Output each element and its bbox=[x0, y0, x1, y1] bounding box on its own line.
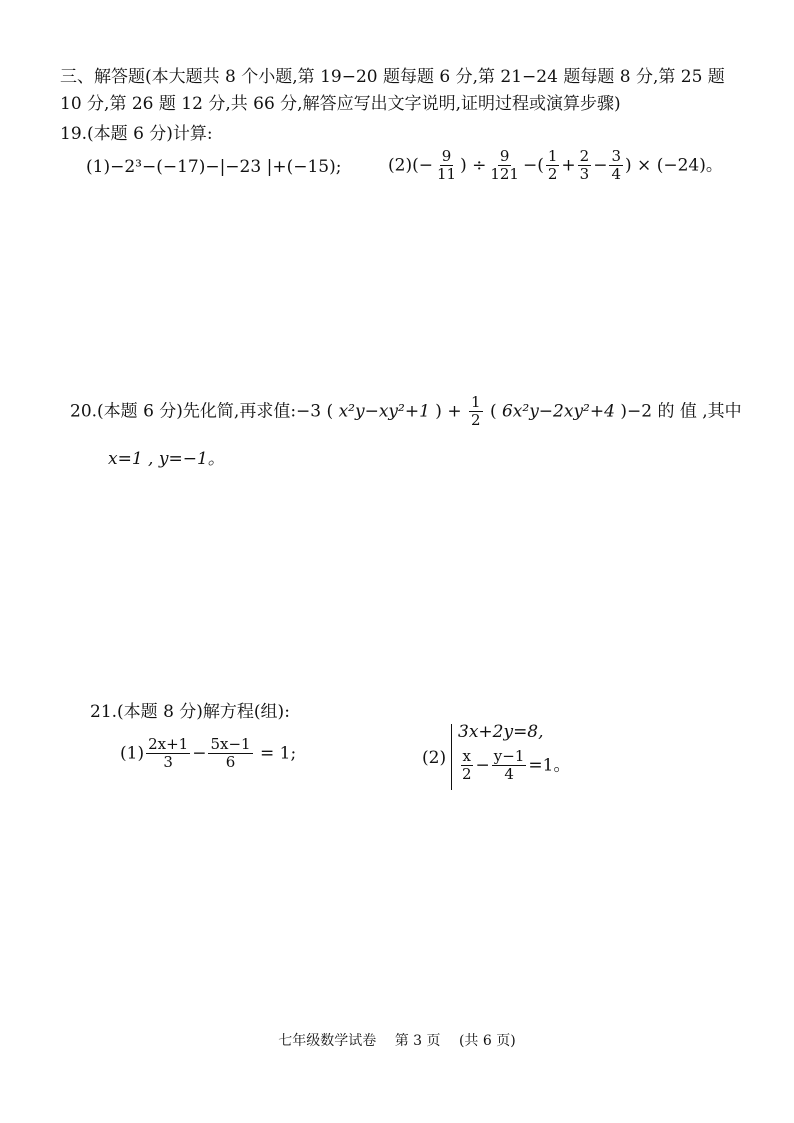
frac-denominator: 3 bbox=[579, 165, 590, 184]
q20-expr1: x²y−xy²+1 bbox=[338, 401, 430, 422]
q19-p2-frac2 bbox=[488, 148, 521, 184]
frac-numerator: y−1 bbox=[493, 747, 525, 765]
q19-p2-frac4 bbox=[578, 148, 592, 184]
q19-p2-plus: + bbox=[561, 155, 576, 176]
frac-denominator: 11 bbox=[436, 165, 457, 184]
q21-p2-eq: =1。 bbox=[528, 755, 571, 776]
page-footer: 七年级数学试卷 第 3 页 (共 6 页) bbox=[278, 1033, 516, 1049]
frac-numerator: 1 bbox=[470, 393, 481, 411]
q21-p2-label: (2) bbox=[422, 748, 447, 768]
frac-denominator: 2 bbox=[462, 765, 472, 784]
frac-denominator: 4 bbox=[611, 165, 622, 184]
q20-values: x=1 , y=−1。 bbox=[108, 449, 225, 469]
frac-denominator: 121 bbox=[490, 165, 519, 184]
q20-line1 bbox=[70, 394, 742, 430]
q21-p1-eq: = 1; bbox=[260, 743, 297, 764]
q20-frac-half bbox=[469, 394, 483, 430]
q19-p2-frac3 bbox=[546, 148, 560, 184]
q21-p2-frac2 bbox=[492, 748, 527, 784]
frac-denominator: 6 bbox=[225, 753, 236, 772]
q20-lead: 20.(本题 6 分)先化简,再求值:−3 ( bbox=[70, 401, 334, 422]
q20-close1: ) + bbox=[435, 401, 462, 422]
q21-p2-eq2 bbox=[458, 748, 570, 784]
frac-denominator: 2 bbox=[470, 411, 481, 430]
section-header-line2: 10 分,第 26 题 12 分,共 66 分,解答应写出文字说明,证明过程或演算步骤) bbox=[60, 94, 621, 114]
q21-p2-eq1 bbox=[458, 722, 544, 742]
frac-numerator: 9 bbox=[441, 147, 452, 165]
q21-p1-frac1 bbox=[146, 736, 190, 772]
q20-tail: )−2 的 值 ,其中 bbox=[620, 401, 742, 422]
q19-p2-div: ) ÷ bbox=[460, 155, 487, 176]
frac-numerator: 2x+1 bbox=[148, 735, 189, 753]
frac-numerator: 2 bbox=[579, 147, 590, 165]
q21-p2-frac1 bbox=[460, 748, 474, 784]
q21-p1-minus: − bbox=[192, 743, 207, 764]
q20-open2: ( bbox=[489, 401, 497, 422]
q20-expr2: 6x²y−2xy²+4 bbox=[501, 401, 615, 422]
frac-numerator: x bbox=[462, 747, 471, 765]
q19-p2-minus: − bbox=[593, 155, 608, 176]
q19-p2-suffix: ) × (−24)。 bbox=[625, 155, 723, 176]
q21-p2-minus: − bbox=[475, 755, 490, 776]
q19-p2-frac5 bbox=[609, 148, 623, 184]
q20-line2 bbox=[108, 444, 225, 469]
frac-numerator: 3 bbox=[611, 147, 622, 165]
section-header-line1: 三、解答题(本大题共 8 个小题,第 19−20 题每题 6 分,第 21−24 题每题 8 分,第 25 题 bbox=[60, 67, 725, 87]
q19-part1: (1)−2³−(−17)−|−23 |+(−15); bbox=[86, 157, 342, 177]
frac-numerator: 5x−1 bbox=[210, 735, 251, 753]
frac-denominator: 2 bbox=[547, 165, 558, 184]
q19-p2-prefix: (2)(− bbox=[388, 155, 433, 176]
frac-numerator: 9 bbox=[499, 147, 510, 165]
q21-p1-frac2 bbox=[208, 736, 252, 772]
q19-p2-mid: −( bbox=[522, 155, 544, 176]
frac-numerator: 1 bbox=[547, 147, 558, 165]
frac-denominator: 3 bbox=[163, 753, 173, 772]
q21-p2-eq1-text: 3x+2y=8, bbox=[458, 722, 544, 742]
q19-part2 bbox=[388, 148, 723, 184]
q19-p2-frac1 bbox=[435, 148, 458, 184]
frac-denominator: 4 bbox=[504, 765, 514, 784]
system-brace bbox=[451, 724, 458, 790]
q19-title: 19.(本题 6 分)计算: bbox=[60, 124, 213, 144]
q21-p1-label: (1) bbox=[120, 743, 145, 764]
q21-title: 21.(本题 8 分)解方程(组): bbox=[90, 702, 290, 722]
q21-part1 bbox=[120, 736, 296, 772]
